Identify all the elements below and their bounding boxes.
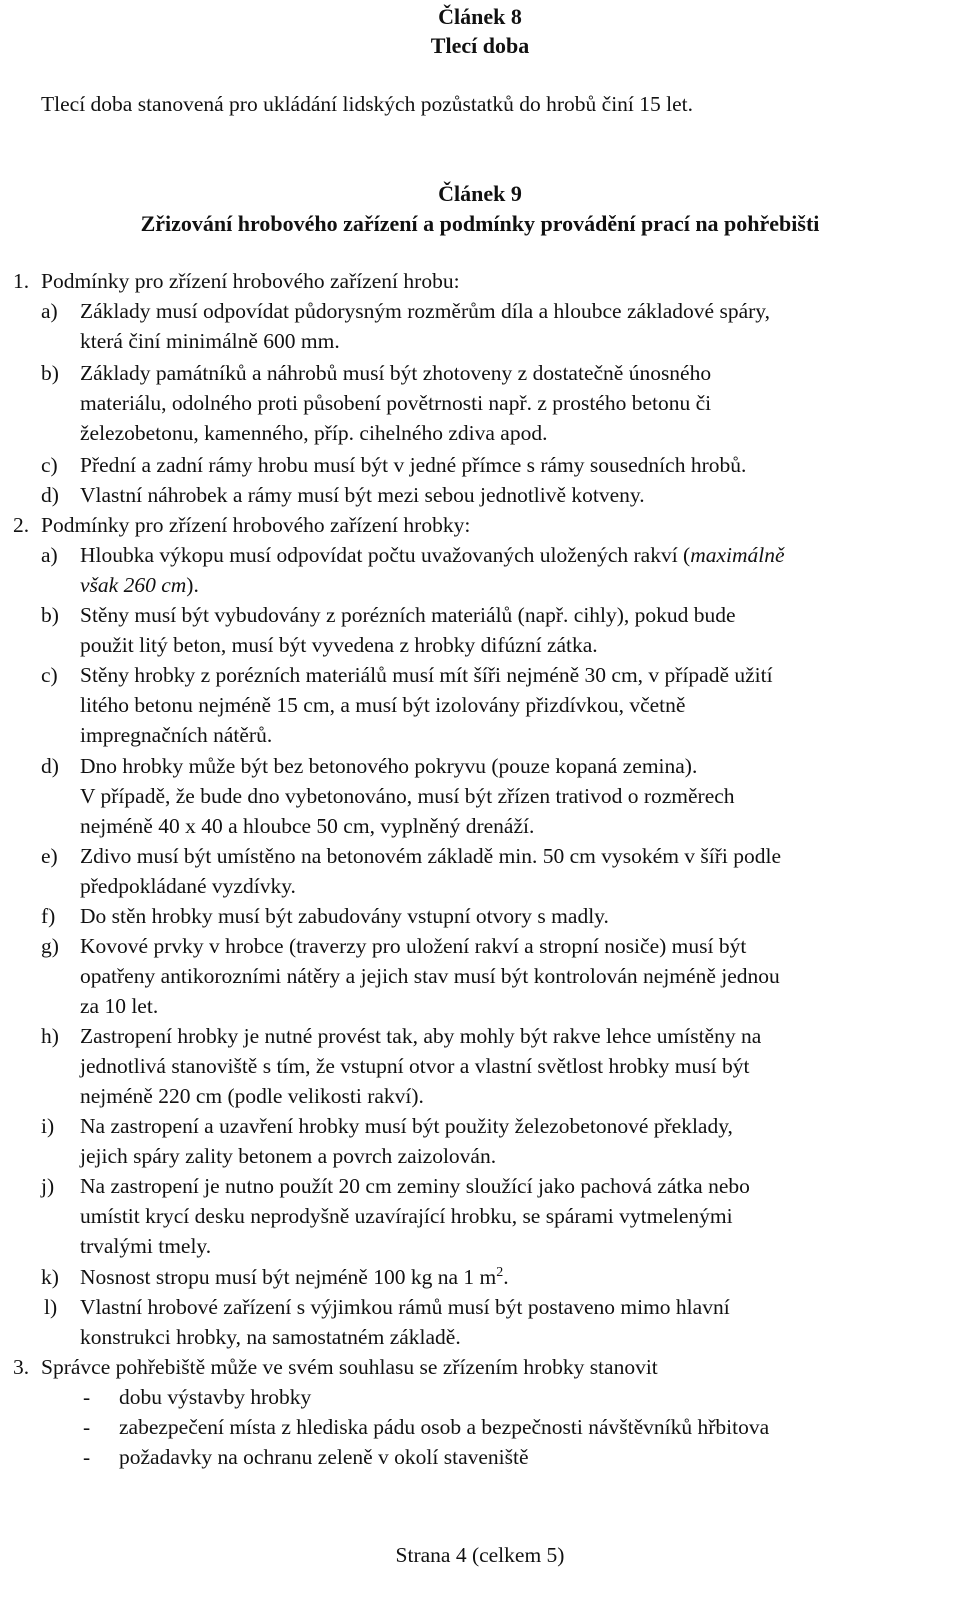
section2-e-line2: předpokládané vyzdívky. (80, 874, 296, 898)
section1-b-line3: železobetonu, kamenného, příp. cihelného zdiva apod. (80, 421, 548, 445)
dash-marker: - (83, 1415, 91, 1439)
section2-a-line1: Hloubka výkopu musí odpovídat počtu uvažovaných uložených rakví (maximálně (80, 543, 785, 567)
page-footer: Strana 4 (celkem 5) (395, 1543, 565, 1567)
section2-j-line2: umístit krycí desku neprodyšně uzavírající hrobku, se spárami vytmelenými (80, 1204, 733, 1228)
section3-item-2: zabezpečení místa z hlediska pádu osob a bezpečnosti návštěvníků hřbitova (119, 1415, 770, 1439)
item-marker: c) (41, 663, 58, 687)
section2-g-line1: Kovové prvky v hrobce (traverzy pro uložení rakví a stropní nosiče) musí být (80, 934, 747, 958)
section2-d-line2: V případě, že bude dno vybetonováno, musí být zřízen trativod o rozměrech (80, 784, 735, 808)
section3-item-3: požadavky na ochranu zeleně v okolí staveniště (119, 1445, 529, 1469)
section1-number: 1. (13, 269, 30, 293)
section2-j-line3: trvalými tmely. (80, 1234, 212, 1258)
section2-h-line3: nejméně 220 cm (podle velikosti rakví). (80, 1084, 424, 1108)
section2-i-line1: Na zastropení a uzavření hrobky musí být použity železobetonové překlady, (80, 1114, 733, 1138)
item-marker: j) (41, 1174, 55, 1198)
section3-title: Správce pohřebiště může ve svém souhlasu se zřízením hrobky stanovit (41, 1355, 658, 1379)
article9-subtitle: Zřizování hrobového zařízení a podmínky provádění prací na pohřebišti (140, 211, 820, 236)
section2-g-line2: opatřeny antikorozními nátěry a jejich stav musí být kontrolován nejméně jednou (80, 964, 780, 988)
item-marker: f) (41, 904, 56, 928)
section2-j-line1: Na zastropení je nutno použít 20 cm zeminy sloužící jako pachová zátka nebo (80, 1174, 750, 1198)
section2-b-line1: Stěny musí být vybudovány z porézních materiálů (např. cihly), pokud bude (80, 603, 736, 627)
section2-g-line3: za 10 let. (80, 994, 159, 1018)
section2-c-line1: Stěny hrobky z porézních materiálů musí mít šíři nejméně 30 cm, v případě užití (80, 663, 773, 687)
article9-title: Článek 9 (438, 181, 522, 206)
item-marker: i) (41, 1114, 55, 1138)
section2-h-line2: jednotlivá stanoviště s tím, že vstupní otvor a vlastní světlost hrobky musí být (80, 1054, 750, 1078)
article8-title: Článek 8 (438, 4, 522, 29)
section1-b-line1: Základy památníků a náhrobů musí být zhotoveny z dostatečně únosného (80, 361, 712, 385)
section2-d-line1: Dno hrobky může být bez betonového pokryvu (pouze kopaná zemina). (80, 754, 698, 778)
item-marker: c) (41, 453, 58, 477)
item-marker: e) (41, 844, 58, 868)
section1-a-line2: která činí minimálně 600 mm. (80, 329, 340, 353)
dash-marker: - (83, 1385, 91, 1409)
section2-number: 2. (13, 513, 30, 537)
section2-d-line3: nejméně 40 x 40 a hloubce 50 cm, vyplněný drenáží. (80, 814, 535, 838)
section1-c-line1: Přední a zadní rámy hrobu musí být v jedné přímce s rámy sousedních hrobů. (80, 453, 747, 477)
section1-b-line2: materiálu, odolného proti působení povětrnosti např. z prostého betonu či (80, 391, 712, 415)
section2-l-line1: Vlastní hrobové zařízení s výjimkou rámů musí být postaveno mimo hlavní (80, 1295, 730, 1319)
section2-b-line2: použit litý beton, musí být vyvedena z hrobky difúzní zátka. (80, 633, 598, 657)
section1-title: Podmínky pro zřízení hrobového zařízení hrobu: (41, 269, 460, 293)
section2-title: Podmínky pro zřízení hrobového zařízení hrobky: (41, 513, 471, 537)
section2-f-line1: Do stěn hrobky musí být zabudovány vstupní otvory s madly. (80, 904, 609, 928)
section2-e-line1: Zdivo musí být umístěno na betonovém základě min. 50 cm vysokém v šíři podle (80, 844, 782, 868)
section2-i-line2: jejich spáry zality betonem a povrch zaizolován. (80, 1144, 497, 1168)
section2-c-line2: litého betonu nejméně 15 cm, a musí být izolovány přizdívkou, včetně (80, 693, 686, 717)
item-marker: b) (41, 361, 59, 385)
item-marker: b) (41, 603, 59, 627)
section3-item-1: dobu výstavby hrobky (119, 1385, 312, 1409)
section1-d-line1: Vlastní náhrobek a rámy musí být mezi sebou jednotlivě kotveny. (80, 483, 645, 507)
item-marker: k) (41, 1265, 59, 1289)
section2-h-line1: Zastropení hrobky je nutné provést tak, aby mohly být rakve lehce umístěny na (80, 1024, 762, 1048)
article8-text: Tlecí doba stanovená pro ukládání lidských pozůstatků do hrobů činí 15 let. (41, 92, 694, 116)
section1-a-line1: Základy musí odpovídat půdorysným rozměrům díla a hloubce základové spáry, (80, 299, 771, 323)
section2-k-line1: Nosnost stropu musí být nejméně 100 kg na 1 $m^2$. (80, 1264, 509, 1289)
section2-l-line2: konstrukci hrobky, na samostatném základě. (80, 1325, 461, 1349)
item-marker: d) (41, 483, 59, 507)
item-marker: l) (44, 1295, 58, 1319)
section3-number: 3. (13, 1355, 30, 1379)
item-marker: h) (41, 1024, 59, 1048)
dash-marker: - (83, 1445, 91, 1469)
item-marker: a) (41, 543, 58, 567)
section2-c-line3: impregnačních nátěrů. (80, 723, 273, 747)
item-marker: g) (41, 934, 59, 958)
item-marker: a) (41, 299, 58, 323)
item-marker: d) (41, 754, 59, 778)
section2-a-line2: však 260 cm). (80, 573, 199, 597)
article8-subtitle: Tlecí doba (430, 33, 530, 58)
